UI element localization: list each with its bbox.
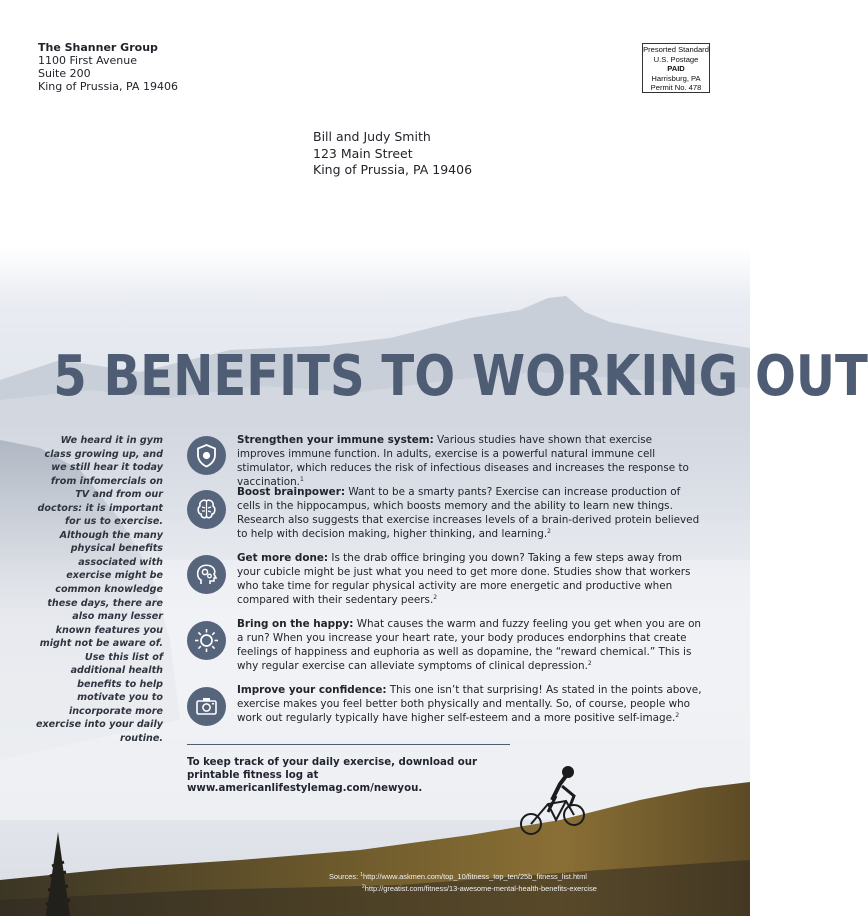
benefit-text xyxy=(237,552,702,608)
benefit-title: Bring on the happy: xyxy=(237,618,354,630)
benefit-body: Various studies have shown that exercise improves immune function. In adults, exercise is a powerful natural immune cell stimulator, which reduces the risk of infectious diseases and increases the response to vaccination. xyxy=(237,434,689,488)
source-url[interactable]: http://greatist.com/fitness/13-awesome-mental-health-benefits-exercise xyxy=(364,884,597,893)
recipient-name: Bill and Judy Smith xyxy=(313,129,431,144)
benefit-title: Improve your confidence: xyxy=(237,684,387,696)
headline: 5 BENEFITS TO WORKING OUT xyxy=(53,344,868,409)
sender-suite: Suite 200 xyxy=(38,67,91,80)
benefit-title: Boost brainpower: xyxy=(237,486,346,498)
source-url[interactable]: http://www.askmen.com/top_10/fitness_top_ten/25b_fitness_list.html xyxy=(363,872,587,881)
footnote-ref: 2 xyxy=(675,711,680,719)
benefit-text xyxy=(237,486,702,542)
shield-icon xyxy=(187,436,226,475)
postage-line-1: Presorted Standard xyxy=(643,45,709,54)
source-ref: 2 xyxy=(362,884,365,890)
postage-line-4: Harrisburg, PA xyxy=(651,73,701,83)
intro-text: We heard it in gym class growing up, and we still hear it today from infomercials on TV and from our doctors: it is important for us to exercise. Although the many physical benefits associated with exercise might be common knowledge these days, there are also many lesser known features you might not be aware of. Use this list of additional health benefits to help motivate you to incorporate more exercise into your daily routine. xyxy=(35,435,163,745)
sender-name: The Shanner Group xyxy=(38,41,158,54)
benefit-body: What causes the warm and fuzzy feeling you get when you are on a run? When you increase your heart rate, your body produces endorphins that create feelings of happiness and euphoria as well as dopamine, the “reward chemical.” This is why regular exercise can alleviate symptoms of clinical depression. xyxy=(237,618,702,672)
postage-paid: PAID xyxy=(667,64,685,74)
sender-address xyxy=(38,41,178,93)
benefit-body: Want to be a smarty pants? Exercise can increase production of cells in the hippocampus, which boosts memory and the ability to learn new things. Research also suggests that exercise increases levels of a brain-derived protein believed to help with decision making, higher thinking, and learning. xyxy=(237,486,700,540)
benefit-text xyxy=(237,434,702,490)
footnote-ref: 2 xyxy=(547,527,551,535)
source-ref: 1 xyxy=(360,872,364,878)
brain-icon xyxy=(187,490,226,529)
footnote-ref: 2 xyxy=(433,593,438,601)
footnote-ref: 1 xyxy=(300,475,304,483)
postage-line-2: U.S. Postage xyxy=(653,54,699,64)
camera-icon xyxy=(187,687,226,726)
call-to-action: To keep track of your daily exercise, download our printable fitness log at www.americanlifestylemag.com/newyou. xyxy=(187,757,477,794)
benefit-text xyxy=(237,618,702,674)
benefit-title: Get more done: xyxy=(237,552,329,564)
sources-footnotes xyxy=(329,870,597,894)
recipient-street: 123 Main Street xyxy=(313,145,413,161)
sender-street: 1100 First Avenue xyxy=(38,54,138,67)
benefit-body: This one isn’t that surprising! As stated in the points above, exercise makes you feel better both physically and mentally. So, of course, people who work out regularly typically have higher self-esteem and a more positive self-image. xyxy=(237,684,702,724)
sender-city: King of Prussia, PA 19406 xyxy=(38,80,178,93)
footnote-ref: 2 xyxy=(587,659,592,667)
recipient-address xyxy=(313,129,472,179)
recipient-city: King of Prussia, PA 19406 xyxy=(313,162,473,177)
benefit-body: Is the drab office bringing you down? Taking a few steps away from your cubicle might be just what you need to get more done. Studies show that workers who take time for regular physical activity are more energetic and productive when compared with their sedentary peers. xyxy=(237,552,691,606)
postage-permit: Permit No. 478 xyxy=(650,83,702,93)
benefit-text xyxy=(237,684,702,726)
sun-icon xyxy=(187,621,226,660)
head-gears-icon xyxy=(187,555,226,594)
benefit-title: Strengthen your immune system: xyxy=(237,434,434,446)
source-line-1 xyxy=(329,870,597,882)
postage-indicia xyxy=(642,43,710,93)
divider xyxy=(187,744,510,745)
sources-label: Sources: xyxy=(329,872,359,881)
source-line-2 xyxy=(329,882,597,894)
